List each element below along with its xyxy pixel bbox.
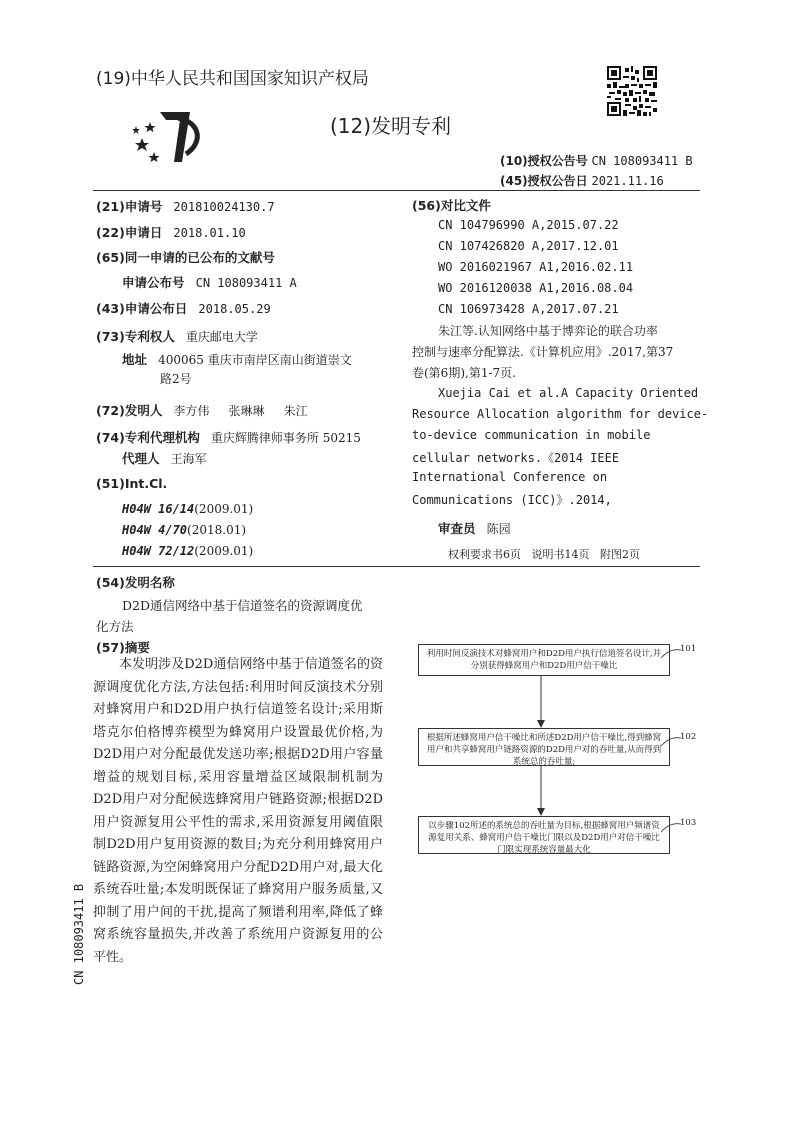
page-counts: 权利要求书6页 说明书14页 附图2页 — [448, 548, 640, 561]
address-label: 地址 — [122, 352, 148, 367]
address-row — [122, 349, 352, 368]
reference-paper-line: Xuejia Cai et al.A Capacity Oriented — [438, 386, 699, 400]
flow-arrow — [536, 766, 546, 816]
leader-line — [660, 646, 682, 660]
reference-item: CN 104796990 A,2015.07.22 — [438, 218, 619, 232]
agent: 王海军 — [170, 452, 207, 466]
application-date: 2018.01.10 — [173, 226, 246, 240]
references-label: (56)对比文件 — [412, 198, 491, 213]
intcl-code: H04W 4/70 — [122, 523, 188, 537]
invention-title-line: D2D通信网络中基于信道签名的资源调度优 — [122, 598, 363, 613]
prior-publication-number: CN 108093411 A — [195, 276, 297, 290]
application-date-label: (22)申请日 — [96, 225, 163, 240]
intcl-code: H04W 72/12 — [122, 544, 195, 558]
doc-type: (12)发明专利 — [330, 114, 452, 138]
flow-arrow — [536, 676, 546, 728]
reference-item: CN 107426820 A,2017.12.01 — [438, 239, 619, 253]
inventor-name: 张琳琳 — [228, 404, 265, 418]
invention-title-label: (54)发明名称 — [96, 575, 175, 590]
intcl-row — [122, 540, 253, 559]
patentee-label: (73)专利权人 — [96, 329, 175, 344]
side-patent-number: CN 108093411 B — [72, 883, 86, 985]
flowchart-step: 利用时间反演技术对蜂窝用户和D2D用户执行信道签名设计,并分别获得蜂窝用户和D2D用户信干噪比 — [418, 644, 670, 676]
cnipa-logo — [130, 108, 212, 166]
reference-paper-line: 朱江等.认知网络中基于博弈论的联合功率 — [438, 324, 658, 338]
invention-title-line: 化方法 — [96, 619, 134, 634]
leader-line — [660, 734, 682, 748]
flowchart-step-id: 102 — [680, 732, 697, 742]
inventor-name: 李方伟 — [173, 404, 210, 418]
agency-label: (74)专利代理机构 — [96, 430, 200, 445]
address-line-2: 路2号 — [160, 372, 192, 386]
address-line-1: 400065 重庆市南岸区南山街道崇文 — [158, 353, 352, 367]
intcl-date: (2009.01) — [194, 544, 254, 558]
inventor-name: 朱江 — [283, 404, 308, 418]
reference-paper-line: 卷(第6期),第1-7页. — [412, 366, 516, 380]
examiner: 陈园 — [486, 522, 511, 536]
intcl-row — [122, 519, 246, 538]
reference-paper-line: International Conference on — [412, 470, 608, 484]
section-rule — [93, 566, 700, 567]
grant-date: 2021.11.16 — [591, 174, 664, 188]
office-name: (19)中华人民共和国国家知识产权局 — [96, 69, 369, 89]
publication-date: 2018.05.29 — [198, 302, 271, 316]
intcl-date: (2018.01) — [187, 523, 247, 537]
agent-row — [122, 448, 207, 467]
reference-paper-line: Resource Allocation algorithm for device- — [412, 407, 709, 421]
patentee: 重庆邮电大学 — [185, 330, 258, 344]
reference-item: WO 2016021967 A1,2016.02.11 — [438, 260, 634, 274]
application-number-label: (21)申请号 — [96, 199, 163, 214]
intcl-label: (51)Int.Cl. — [96, 476, 168, 491]
flowchart-step: 以步骤102所述的系统总的吞吐量为目标,根据蜂窝用户频谱资源复用关系、蜂窝用户信干噪比门限以及D2D用户对信干噪比门限实现系统容量最大化 — [418, 816, 670, 854]
grant-number-label: (10)授权公告号 — [500, 154, 588, 168]
agency-row — [96, 427, 361, 446]
intcl-row — [122, 498, 253, 517]
prior-publication-row — [122, 272, 297, 291]
application-date-row — [96, 222, 246, 241]
grant-date-row — [500, 172, 664, 189]
flowchart-step: 根据所述蜂窝用户信干噪比和所述D2D用户信干噪比,得到蜂窝用户和共享蜂窝用户链路资源的D2D用户对的吞吐量,从而得到系统总的吞吐量; — [418, 728, 670, 766]
reference-paper-line: Communications (ICC)》.2014, — [412, 493, 612, 507]
intcl-code: H04W 16/14 — [122, 502, 195, 516]
reference-paper-line: 控制与速率分配算法.《计算机应用》.2017,第37 — [412, 345, 674, 359]
abstract-label: (57)摘要 — [96, 640, 150, 655]
flowchart-step-id: 101 — [680, 644, 697, 654]
examiner-row — [438, 518, 511, 537]
inventors-row — [96, 400, 308, 419]
reference-item: CN 106973428 A,2017.07.21 — [438, 302, 619, 316]
examiner-label: 审查员 — [438, 521, 476, 536]
application-number-row — [96, 196, 275, 215]
inventors-label: (72)发明人 — [96, 403, 163, 418]
agent-label: 代理人 — [122, 451, 160, 466]
header-rule — [93, 190, 700, 191]
qr-code-icon — [607, 66, 657, 116]
grant-number-row — [500, 152, 693, 169]
leader-line — [660, 820, 682, 834]
agency: 重庆辉腾律师事务所 50215 — [210, 431, 361, 445]
flowchart-step-id: 103 — [680, 818, 697, 828]
publication-date-label: (43)申请公布日 — [96, 301, 188, 316]
reference-paper-line: cellular networks.《2014 IEEE — [412, 451, 620, 465]
reference-item: WO 2016120038 A1,2016.08.04 — [438, 281, 634, 295]
reference-paper-line: to-device communication in mobile — [412, 428, 651, 442]
intcl-date: (2009.01) — [194, 502, 254, 516]
application-number: 201810024130.7 — [173, 200, 275, 214]
publication-date-row — [96, 298, 271, 317]
abstract-text: 本发明涉及D2D通信网络中基于信道签名的资源调度优化方法,方法包括:利用时间反演技术分别对蜂窝用户和D2D用户执行信道签名设计;采用斯塔克尔伯格博弈模型为蜂窝用户设置最优价格,为D2D用户对分配最优发送功率;根据D2D用户容量增益的规划目标,采用容量增益区域限制机制为D2D用户对分配候选蜂窝用户链路资源;根据D2D用户资源复用公平性的需求,采用资源复用阈值限制D2D用户复用资源的数目;为充分利用蜂窝用户链路资源,为空闲蜂窝用户分配D2D用户对,最大化系统吞吐量;本发明既保证了蜂窝用户服务质量,又抑制了用户间的干扰,提高了频谱利用率,降低了蜂窝系统容量损失,并改善了系统用户资源复用的公平性。 — [93, 657, 383, 965]
prior-publication-sublabel: 申请公布号 — [122, 275, 185, 290]
grant-number: CN 108093411 B — [591, 154, 693, 168]
patentee-row — [96, 326, 258, 345]
prior-publication-label: (65)同一申请的已公布的文献号 — [96, 250, 275, 265]
grant-date-label: (45)授权公告日 — [500, 174, 588, 188]
